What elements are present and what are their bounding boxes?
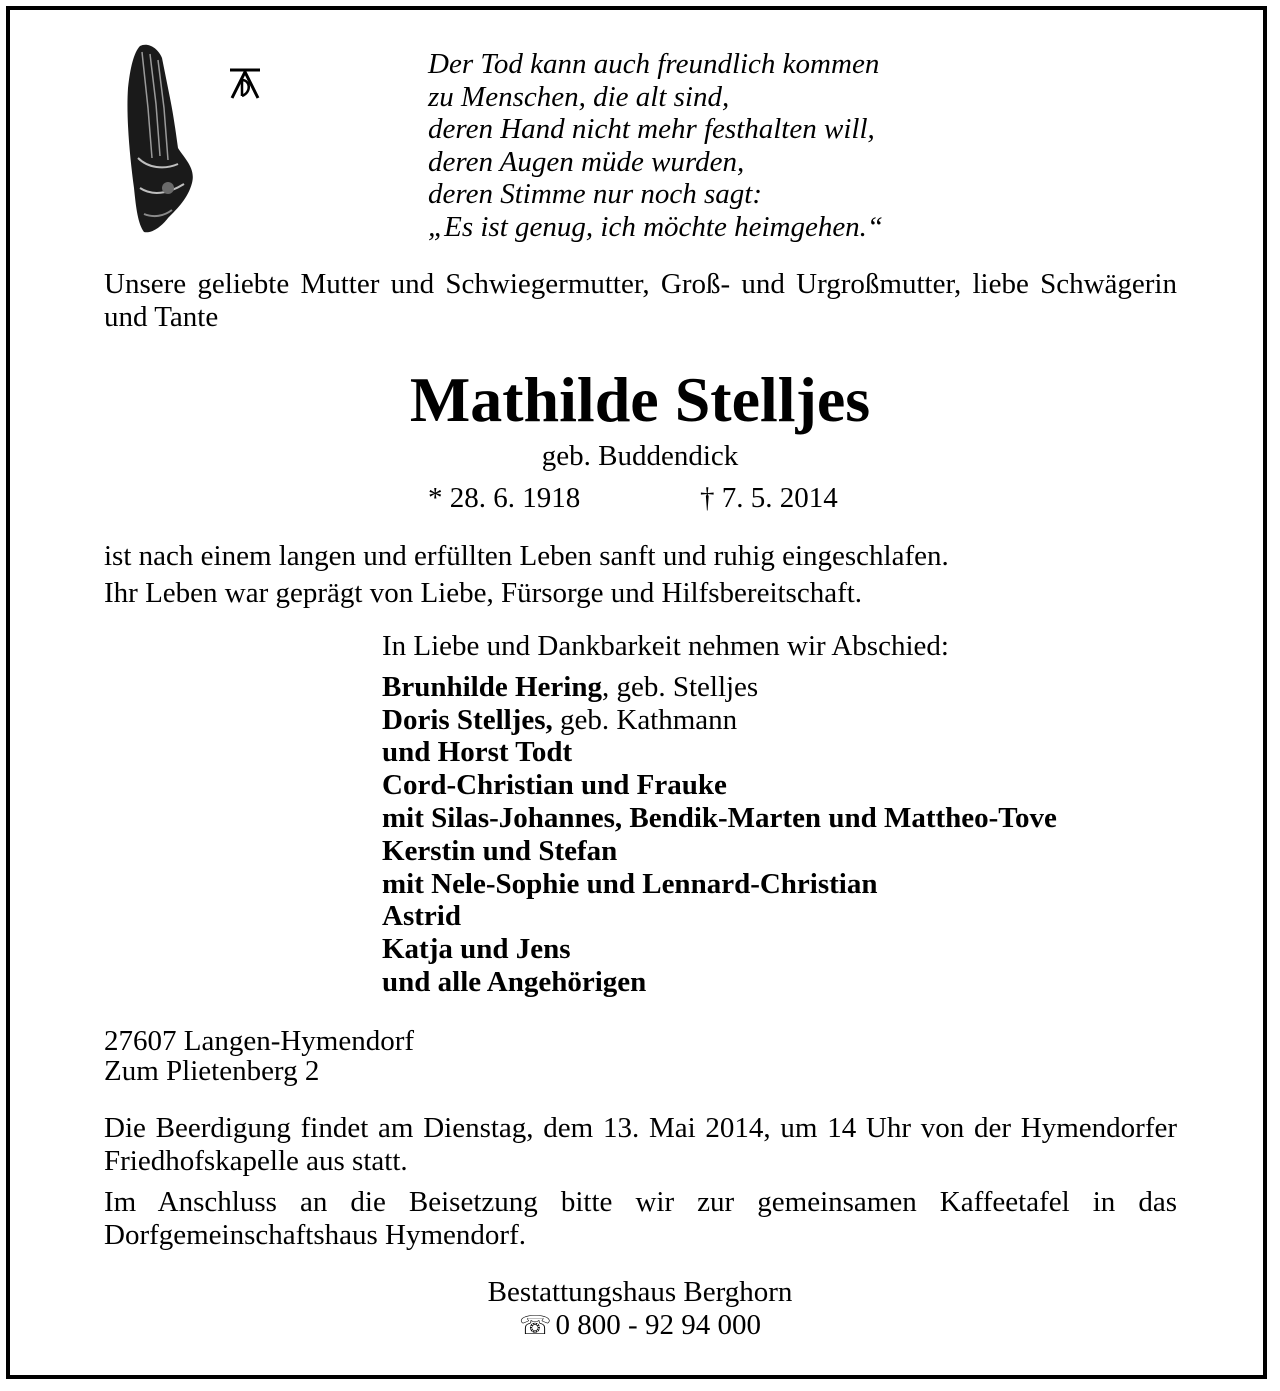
funeral-info: Die Beerdigung findet am Dienstag, dem 13. Mai 2014, um 14 Uhr von der Hymendorfer Friedhofskapelle aus statt. bbox=[104, 1112, 1177, 1177]
duerer-monogram bbox=[226, 66, 264, 100]
phone-number: 0 800 - 92 94 000 bbox=[555, 1309, 761, 1341]
poem-line: „Es ist genug, ich möchte heimgehen.“ bbox=[428, 210, 884, 243]
coffee-info: Im Anschluss an die Beisetzung bitte wir zur gemeinsamen Kaffeetafel in das Dorfgemeinschaftshaus Hymendorf. bbox=[104, 1186, 1177, 1251]
poem-line: Der Tod kann auch freundlich kommen bbox=[428, 48, 880, 80]
mourner-line: Katja und Jens bbox=[382, 933, 571, 966]
address-street: Zum Plietenberg 2 bbox=[104, 1055, 320, 1087]
mourner-line: mit Nele-Sophie und Lennard-Christian bbox=[382, 867, 878, 900]
maiden-name: geb. Buddendick bbox=[541, 440, 739, 472]
phone-icon: ☏ bbox=[519, 1311, 552, 1340]
undertaker bbox=[0, 1276, 1280, 1342]
mourner-line: Doris Stelljes, geb. Kathmann bbox=[382, 703, 738, 736]
undertaker-phone bbox=[0, 1309, 1280, 1342]
mourner-line: Kerstin und Stefan bbox=[382, 834, 618, 867]
poem-line: deren Stimme nur noch sagt: bbox=[428, 178, 762, 210]
mourners-list bbox=[382, 630, 1057, 999]
mourner-line: mit Silas-Johannes, Bendik-Marten und Mattheo-Tove bbox=[382, 801, 1057, 834]
birth-date: * 28. 6. 1918 bbox=[428, 482, 581, 514]
mourner-line: Cord-Christian und Frauke bbox=[382, 769, 727, 802]
deceased-name: Mathilde Stelljes bbox=[409, 364, 871, 435]
mourners-heading: In Liebe und Dankbarkeit nehmen wir Abschied: bbox=[382, 630, 949, 662]
death-date: † 7. 5. 2014 bbox=[700, 482, 838, 514]
undertaker-name: Bestattungshaus Berghorn bbox=[487, 1276, 793, 1308]
address bbox=[104, 1026, 414, 1086]
poem-line: zu Menschen, die alt sind, bbox=[428, 80, 730, 113]
poem-line: deren Augen müde wurden, bbox=[428, 145, 745, 178]
message-line: ist nach einem langen und erfüllten Leben sanft und ruhig eingeschlafen. bbox=[104, 540, 949, 572]
mourner-line: Brunhilde Hering, geb. Stelljes bbox=[382, 670, 759, 703]
praying-hands-icon bbox=[118, 38, 198, 238]
mourner-line: Astrid bbox=[382, 900, 461, 933]
message-text bbox=[104, 538, 949, 612]
message-line: Ihr Leben war geprägt von Liebe, Fürsorge und Hilfsbereitschaft. bbox=[104, 577, 863, 609]
poem bbox=[428, 48, 883, 243]
intro-text: Unsere geliebte Mutter und Schwiegermutter, Groß- und Urgroßmutter, liebe Schwägerin und Tante bbox=[104, 268, 1177, 333]
mourner-line: und alle Angehörigen bbox=[382, 965, 647, 998]
mourner-line: und Horst Todt bbox=[382, 736, 573, 769]
poem-line: deren Hand nicht mehr festhalten will, bbox=[428, 113, 875, 145]
address-city: 27607 Langen-Hymendorf bbox=[104, 1025, 415, 1057]
